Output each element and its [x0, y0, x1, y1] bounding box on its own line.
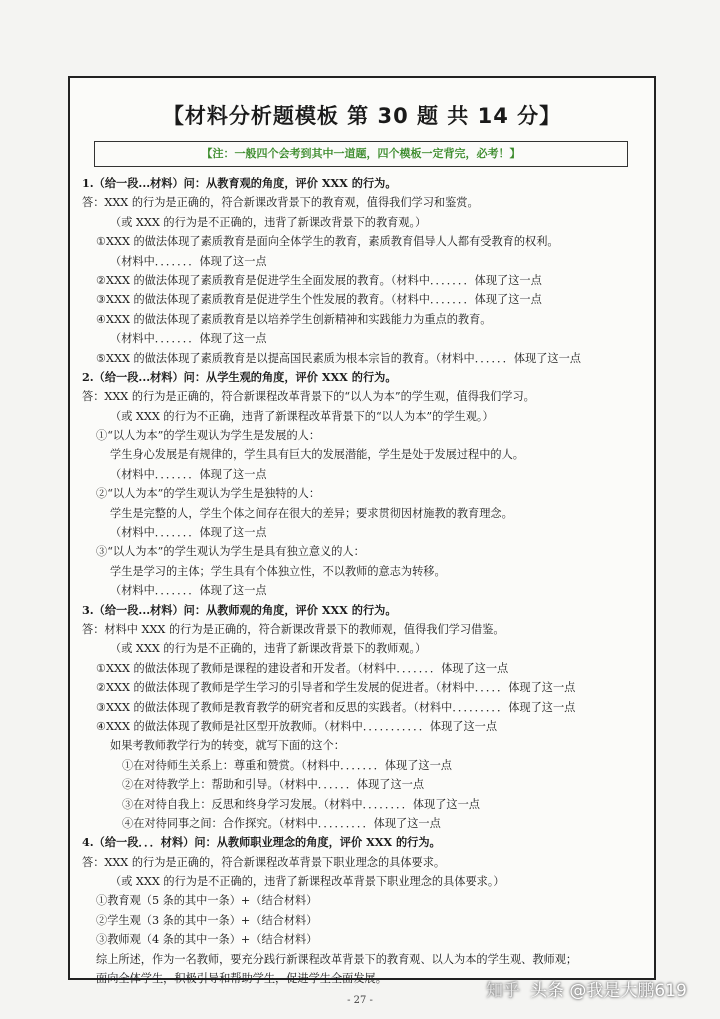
text-line: ③XXX 的做法体现了教师是教育教学的研究者和反思的实践者。（材料中．．．．．．．．．体现了这一点 [96, 700, 576, 714]
page-title: 【材料分析题模板 第 30 题 共 14 分】 [162, 104, 562, 128]
text-line: ①“以人为本”的学生观认为学生是发展的人： [96, 429, 321, 443]
note-box: 【注：一般四个会考到其中一道题，四个模板一定背完，必考！】 [94, 141, 628, 167]
text-line: ①教育观（5 条的其中一条）+（结合材料） [96, 894, 318, 908]
text-line: ②学生观（3 条的其中一条）+（结合材料） [96, 913, 318, 927]
document-body [82, 174, 646, 988]
text-line: （或 XXX 的行为是不正确的，违背了新课改背景下的教师观。） [110, 642, 427, 656]
text-line: ④在对待同事之间：合作探究。（材料中．．．．．．．．．体现了这一点 [122, 816, 441, 830]
watermark [486, 976, 687, 1001]
text-line: （材料中．．．．．．．体现了这一点 [110, 254, 267, 268]
text-line: ③XXX 的做法体现了素质教育是促进学生个性发展的教育。（材料中．．．．．．．体现了这一点 [96, 293, 542, 307]
text-line: 综上所述，作为一名教师，要充分践行新课程改革背景下的教育观、以人为本的学生观、教师观； [96, 952, 578, 966]
text-line: （材料中．．．．．．．体现了这一点 [110, 332, 267, 346]
text-line: ②XXX 的做法体现了教师是学生学习的引导者和学生发展的促进者。（材料中．．．．．体现了这一点 [96, 681, 576, 695]
text-line: 学生是完整的人，学生个体之间存在很大的差异；要求贯彻因材施教的教育理念。 [110, 506, 513, 520]
text-line: 答：XXX 的行为是正确的，符合新课改背景下的教育观，值得我们学习和鉴赏。 [82, 196, 479, 210]
text-line: ③在对待自我上：反思和终身学习发展。（材料中．．．．．．．．体现了这一点 [122, 797, 480, 811]
text-line: ①在对待师生关系上：尊重和赞赏。（材料中．．．．．．．体现了这一点 [122, 758, 452, 772]
text-line: 答：材料中 XXX 的行为是正确的，符合新课改背景下的教师观，值得我们学习借鉴。 [82, 622, 505, 636]
text-line: 学生身心发展是有规律的，学生具有巨大的发展潜能，学生是处于发展过程中的人。 [110, 448, 524, 462]
text-line: 面向全体学生，积极引导和帮助学生，促进学生全面发展。 [96, 972, 387, 986]
text-line: （材料中．．．．．．．体现了这一点 [110, 467, 267, 481]
document-page [68, 76, 656, 986]
text-line: （材料中．．．．．．．体现了这一点 [110, 584, 267, 598]
text-line: 学生是学习的主体；学生具有个体独立性，不以教师的意志为转移。 [110, 564, 446, 578]
text-line: 答：XXX 的行为是正确的，符合新课程改革背景下职业理念的具体要求。 [82, 855, 446, 869]
text-line: ②XXX 的做法体现了素质教育是促进学生全面发展的教育。（材料中．．．．．．．体现了这一点 [96, 273, 542, 287]
question-heading: 2.（给一段...材料）问：从学生观的角度，评价 XXX 的行为。 [82, 369, 397, 384]
text-line: ②在对待教学上：帮助和引导。（材料中．．．．．．体现了这一点 [122, 778, 425, 792]
text-line: ②“以人为本”的学生观认为学生是独特的人： [96, 487, 321, 501]
question-heading: 3.（给一段...材料）问：从教师观的角度，评价 XXX 的行为。 [82, 602, 397, 617]
text-line: ④XXX 的做法体现了素质教育是以培养学生创新精神和实践能力为重点的教育。 [96, 312, 492, 326]
text-line: （材料中．．．．．．．体现了这一点 [110, 526, 267, 540]
text-line: （或 XXX 的行为是不正确的，违背了新课程改革背景下职业理念的具体要求。） [110, 875, 505, 889]
text-line: （或 XXX 的行为是不正确的，违背了新课改背景下的教育观。） [110, 215, 427, 229]
text-line: ①XXX 的做法体现了教师是课程的建设者和开发者。（材料中．．．．．．．体现了这一点 [96, 661, 509, 675]
text-line: 如果考教师教学行为的转变，就写下面的这个： [110, 739, 345, 753]
watermark-author: 头条 @我是大鹏619 [530, 981, 687, 1001]
text-line: ⑤XXX 的做法体现了素质教育是以提高国民素质为根本宗旨的教育。（材料中．．．．．．体现了这一点 [96, 351, 581, 365]
watermark-site: 知乎 [486, 981, 520, 1001]
text-line: （或 XXX 的行为不正确，违背了新课程改革背景下的“以人为本”的学生观。） [110, 409, 494, 423]
text-line: ③“以人为本”的学生观认为学生是具有独立意义的人： [96, 545, 365, 559]
question-heading: 4.（给一段．．．材料）问：从教师职业理念的角度，评价 XXX 的行为。 [82, 835, 441, 850]
text-line: ④XXX 的做法体现了教师是社区型开放教师。（材料中．．．．．．．．．．．体现了这一点 [96, 719, 498, 733]
text-line: 答：XXX 的行为是正确的，符合新课程改革背景下的“以人为本”的学生观，值得我们学习。 [82, 390, 535, 404]
question-heading: 1.（给一段...材料）问：从教育观的角度，评价 XXX 的行为。 [82, 176, 397, 190]
text-line: ①XXX 的做法体现了素质教育是面向全体学生的教育，素质教育倡导人人都有受教育的权利。 [96, 235, 559, 249]
text-line: ③教师观（4 条的其中一条）+（结合材料） [96, 933, 318, 947]
page-number: - 27 - [347, 995, 373, 1006]
